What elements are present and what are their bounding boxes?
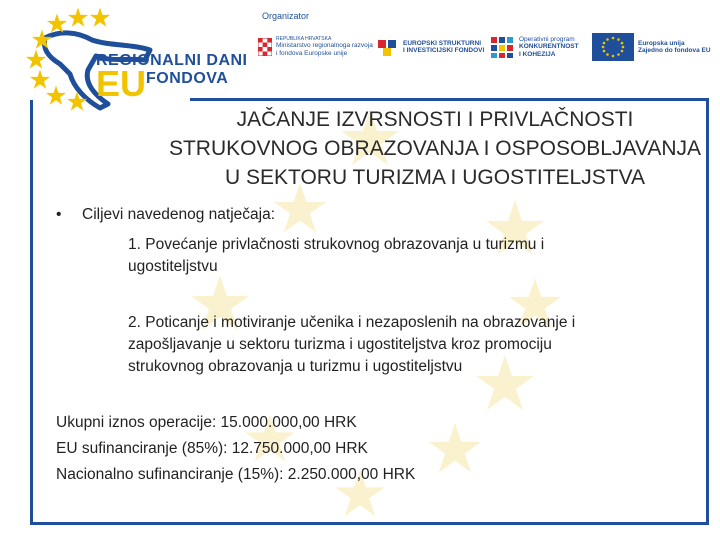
slide-title-line: STRUKOVNOG OBRAZOVANJA I OSPOSOBLJAVANJA	[168, 137, 702, 160]
partner-logo-op-competitiveness	[490, 30, 579, 64]
national-cofinancing: Nacionalno sufinanciranje (15%): 2.250.000,00 HRK	[56, 466, 416, 483]
partner-logo-esi-funds	[376, 30, 484, 64]
partner-text: Operativni program	[519, 35, 575, 43]
eu-cofinancing: EU sufinanciranje (85%): 12.750.000,00 HRK	[56, 440, 368, 457]
croatia-coat-of-arms-icon	[258, 38, 272, 56]
goal-item	[128, 312, 648, 378]
partner-text: KONKURENTNOST	[519, 43, 579, 51]
partner-logo-croatia-ministry	[258, 30, 373, 64]
total-amount: Ukupni iznos operacije: 15.000.000,00 HRK	[56, 414, 357, 431]
slide-title	[150, 105, 720, 192]
partner-text: I KOHEZIJA	[519, 50, 556, 58]
funding-totals	[56, 410, 556, 488]
logo-text-line1: REGIONALNI DANI	[96, 52, 248, 69]
goal-text: zapošljavanje u sektoru turizma i ugostiteljstva kroz promociju	[128, 336, 552, 353]
goal-text: ugostiteljstvu	[128, 258, 218, 275]
frame-top-border	[190, 98, 706, 101]
bullet-icon: •	[56, 206, 62, 223]
frame-left-border	[30, 100, 33, 522]
goal-text: 2. Poticanje i motiviranje učenika i nezaposlenih na obrazovanje i	[128, 314, 576, 331]
logo-text-eu: EU	[96, 63, 147, 104]
goal-text: 1. Povećanje privlačnosti strukovnog obrazovanja u turizmu i	[128, 236, 545, 253]
partner-text: I INVESTICIJSKI FONDOVI	[403, 47, 485, 54]
op-competitiveness-icon	[490, 35, 516, 59]
partner-text: Ministarstvo regionalnoga razvoja	[276, 42, 373, 50]
partner-text: i fondova Europske unije	[276, 49, 348, 57]
organizer-label: Organizator	[262, 11, 310, 21]
slide-title-line: U SEKTORU TURIZMA I UGOSTITELJSTVA	[224, 166, 646, 189]
logo-text-line2: FONDOVA	[146, 70, 229, 87]
regional-days-logo	[0, 0, 250, 120]
partner-text: REPUBLIKA HRVATSKA	[276, 35, 332, 42]
goal-text: strukovnog obrazovanja u turizmu i ugostiteljstvu	[128, 358, 463, 375]
slide-title-line: JAČANJE IZVRSNOSTI I PRIVLAČNOSTI	[236, 108, 634, 131]
bullet-text: Ciljevi navedenog natječaja:	[82, 206, 276, 223]
partner-text: Europska unija	[638, 39, 685, 47]
partner-logo-eu	[592, 30, 711, 64]
esi-funds-icon	[376, 36, 400, 58]
eu-flag-icon	[592, 33, 634, 61]
partner-text: EUROPSKI STRUKTURNI	[403, 39, 482, 47]
goal-item	[128, 234, 648, 278]
partner-text: Zajedno do fondova EU	[638, 47, 711, 54]
